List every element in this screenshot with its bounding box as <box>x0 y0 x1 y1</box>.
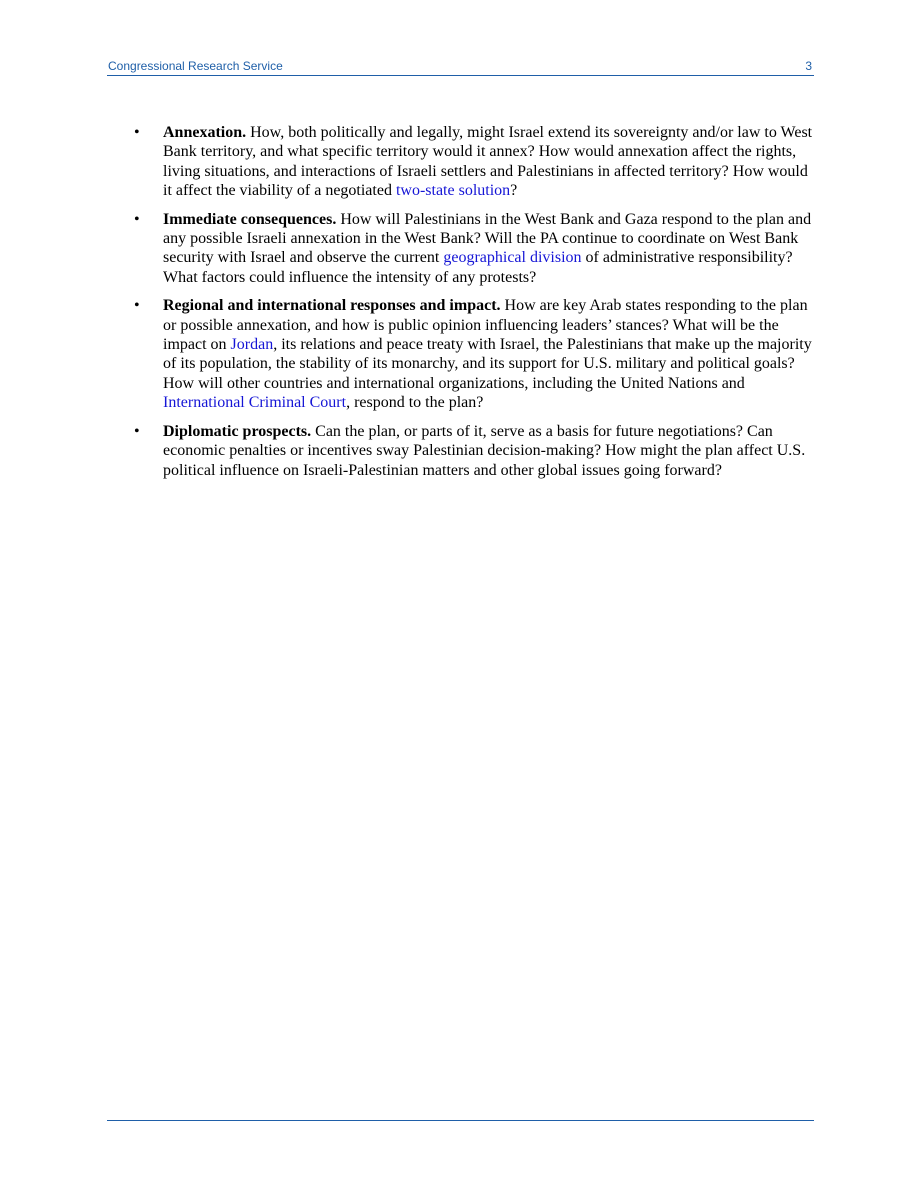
bullet-icon: • <box>134 422 140 440</box>
bullet-text: ? <box>510 182 518 200</box>
bullet-lead: Immediate consequences. <box>163 210 337 228</box>
bullet-list <box>107 123 814 480</box>
bullet-text: of administrative responsibility? What factors could influence the intensity of any protests? <box>163 249 793 286</box>
link-international-criminal-court[interactable]: International Criminal Court <box>163 394 347 412</box>
bullet-item-regional-responses <box>107 296 814 412</box>
bullet-lead: Annexation. <box>163 124 247 141</box>
bullet-item-immediate-consequences <box>107 210 814 288</box>
bullet-item-annexation <box>107 123 814 201</box>
header-org-name: Congressional Research Service <box>108 59 283 73</box>
bullet-icon: • <box>134 297 140 315</box>
bullet-text: How, both politically and legally, might Israel extend its sovereignty and/or law to West Bank territory, and what specific territory would it annex? How would annexation affect the rights, living situations, and interactions of Israeli settlers and Palestinians in affected territory? How would it affect the viability of a negotiated <box>163 124 813 200</box>
bullet-lead: Regional and international responses and impact. <box>163 297 501 315</box>
link-jordan[interactable]: Jordan <box>230 336 274 354</box>
bullet-item-diplomatic-prospects <box>107 422 814 480</box>
bullet-text: Can the plan, or parts of it, serve as a basis for future negotiations? Can economic penalties or incentives sway Palestinian decision-making? How might the plan affect U.S. political influence on Israeli-Palestinian matters and other global issues going forward? <box>163 422 806 479</box>
document-body <box>107 123 814 489</box>
bullet-text: , its relations and peace treaty with Israel, the Palestinians that make up the majority of its population, the stability of its monarchy, and its support for U.S. military and political goals? How will other countries and international organizations, including the United Nations and <box>163 336 812 392</box>
bullet-text: , respond to the plan? <box>346 394 484 412</box>
link-two-state-solution[interactable]: two-state solution <box>395 182 511 200</box>
page-number: 3 <box>805 59 812 73</box>
bullet-lead: Diplomatic prospects. <box>163 422 312 440</box>
bullet-text: How are key Arab states responding to the plan or possible annexation, and how is public opinion influencing leaders’ stances? What will be the impact on <box>163 297 808 354</box>
page-header <box>107 57 814 76</box>
footer-divider <box>107 1120 814 1121</box>
bullet-icon: • <box>134 210 140 228</box>
bullet-text: How will Palestinians in the West Bank and Gaza respond to the plan and any possible Israeli annexation in the West Bank? Will the PA continue to coordinate on West Bank security with Israel and observe the current <box>163 210 812 267</box>
link-geographical-division[interactable]: geographical division <box>443 249 582 267</box>
bullet-icon: • <box>134 124 140 141</box>
